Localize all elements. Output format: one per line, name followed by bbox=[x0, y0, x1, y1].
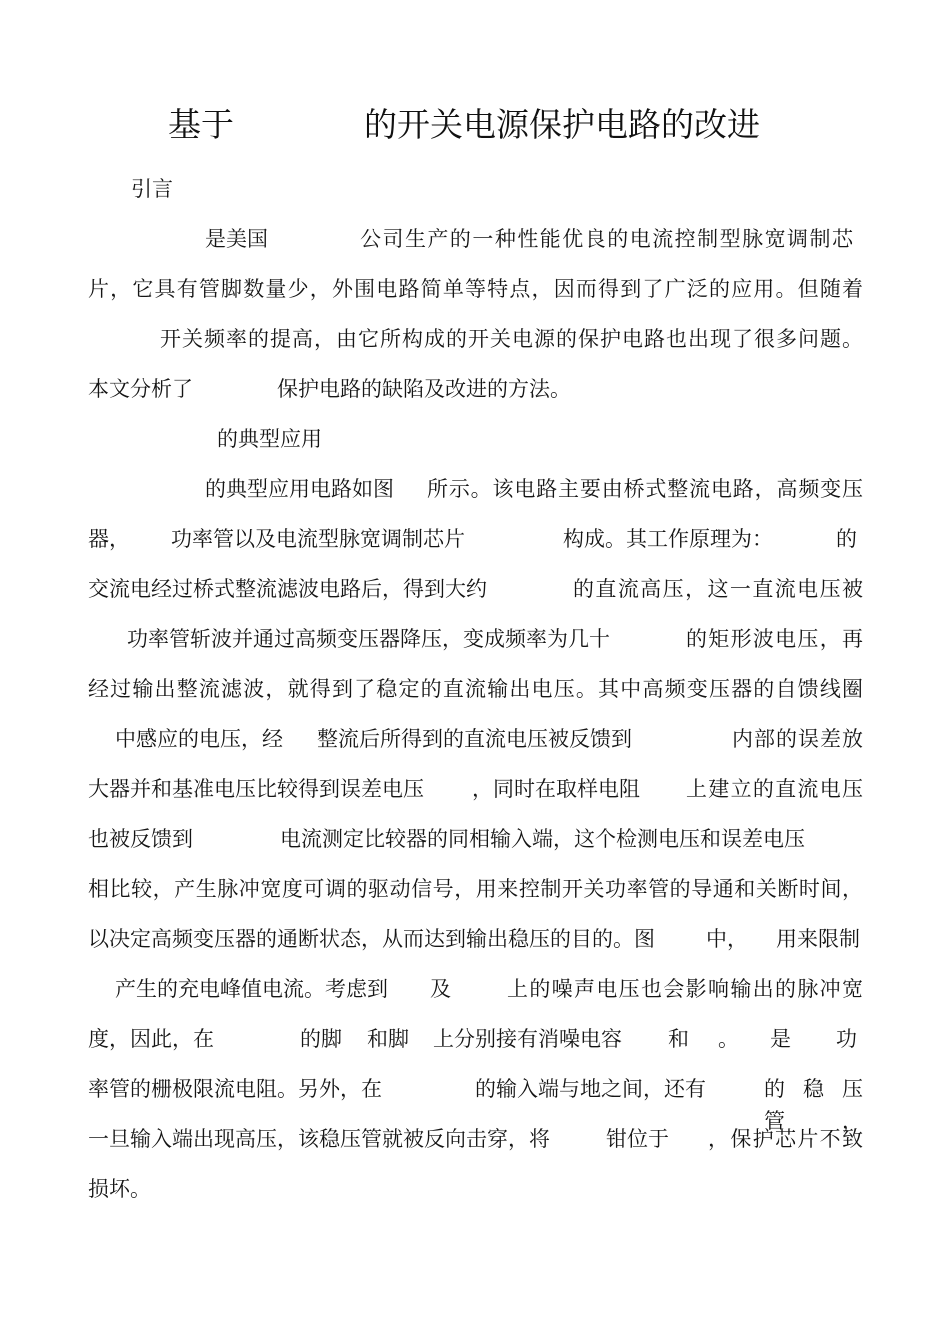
text-fragment: 上分别接有消噪电容 bbox=[433, 1027, 622, 1051]
title-right: 的开关电源保护电路的改进 bbox=[364, 105, 760, 144]
text-fragment: 的稳压管， bbox=[764, 1077, 863, 1133]
text-fragment: 整流后所得到的直流电压被反馈到 bbox=[317, 727, 632, 751]
text-fragment: 本文分析了 bbox=[88, 377, 193, 401]
text-fragment: 所示。该电路主要由桥式整流电路，高频变压 bbox=[427, 477, 863, 501]
text-fragment: ，保护芯片不致 bbox=[708, 1127, 863, 1151]
text-fragment: 功率管以及电流型脉宽调制芯片 bbox=[171, 527, 465, 551]
text-fragment: 的 bbox=[836, 527, 857, 551]
text-fragment: 中， bbox=[706, 927, 748, 951]
text-fragment: 的脚 bbox=[300, 1027, 342, 1051]
text-fragment: ，同时在取样电阻 bbox=[472, 777, 640, 801]
text-fragment: 电流测定比较器的同相输入端，这个检测电压和误差电压 bbox=[280, 827, 805, 851]
text-fragment: 及 bbox=[430, 977, 451, 1001]
text-fragment: 的矩形波电压，再 bbox=[686, 627, 863, 651]
text-fragment: 的输入端与地之间，还有 bbox=[475, 1077, 706, 1101]
text-fragment: 公司生产的一种性能优良的电流控制型脉宽调制芯 bbox=[360, 227, 853, 251]
text-fragment: 功率管斩波并通过高频变压器降压，变成频率为几十 bbox=[127, 627, 610, 651]
text-fragment: 功 bbox=[836, 1027, 857, 1051]
text-fragment: 以决定高频变压器的通断状态，从而达到输出稳压的目的。图 bbox=[88, 927, 655, 951]
text-fragment: 也被反馈到 bbox=[88, 827, 193, 851]
text-fragment: 用来限制 bbox=[776, 927, 860, 951]
text-fragment: 构成。其工作原理为： bbox=[563, 527, 773, 551]
text-fragment: 内部的误差放 bbox=[732, 727, 863, 751]
section-heading-intro: 引言 bbox=[131, 177, 173, 201]
text-fragment: 上建立的直流电压 bbox=[686, 777, 863, 801]
text-fragment: 度，因此，在 bbox=[88, 1027, 214, 1051]
text-fragment: 交流电经过桥式整流滤波电路后，得到大约 bbox=[88, 577, 487, 601]
text-line: 经过输出整流滤波，就得到了稳定的直流输出电压。其中高频变压器的自馈线圈 bbox=[88, 677, 863, 701]
text-fragment: 是 bbox=[770, 1027, 791, 1051]
text-line: 相比较，产生脉冲宽度可调的驱动信号，用来控制开关功率管的导通和关断时间， bbox=[88, 877, 863, 901]
text-fragment: 大器并和基准电压比较得到误差电压 bbox=[88, 777, 424, 801]
text-fragment: 一旦输入端出现高压，该稳压管就被反向击穿，将 bbox=[88, 1127, 550, 1151]
text-line: 片，它具有管脚数量少，外围电路简单等特点，因而得到了广泛的应用。但随着 bbox=[88, 277, 863, 301]
text-fragment: 损坏。 bbox=[88, 1177, 151, 1201]
text-fragment: 的典型应用电路如图 bbox=[205, 477, 394, 501]
title-left: 基于 bbox=[168, 105, 234, 144]
text-fragment: 器， bbox=[88, 527, 130, 551]
text-fragment: 和脚 bbox=[367, 1027, 409, 1051]
text-fragment: 上的噪声电压也会影响输出的脉冲宽 bbox=[507, 977, 863, 1001]
text-fragment: 和 bbox=[668, 1027, 689, 1051]
text-fragment: 保护电路的缺陷及改进的方法。 bbox=[277, 377, 571, 401]
text-fragment: 钳位于 bbox=[606, 1127, 669, 1151]
text-fragment: 产生的充电峰值电流。考虑到 bbox=[115, 977, 388, 1001]
text-fragment: 。 bbox=[718, 1027, 739, 1051]
text-fragment: 率管的栅极限流电阻。另外，在 bbox=[88, 1077, 382, 1101]
text-line: 开关频率的提高，由它所构成的开关电源的保护电路也出现了很多问题。 bbox=[160, 327, 863, 351]
text-fragment: 的直流高压，这一直流电压被 bbox=[573, 577, 863, 601]
text-fragment: 是美国 bbox=[205, 227, 268, 251]
text-fragment: 中感应的电压，经 bbox=[115, 727, 283, 751]
section-heading-typical-application: 的典型应用 bbox=[217, 427, 322, 451]
